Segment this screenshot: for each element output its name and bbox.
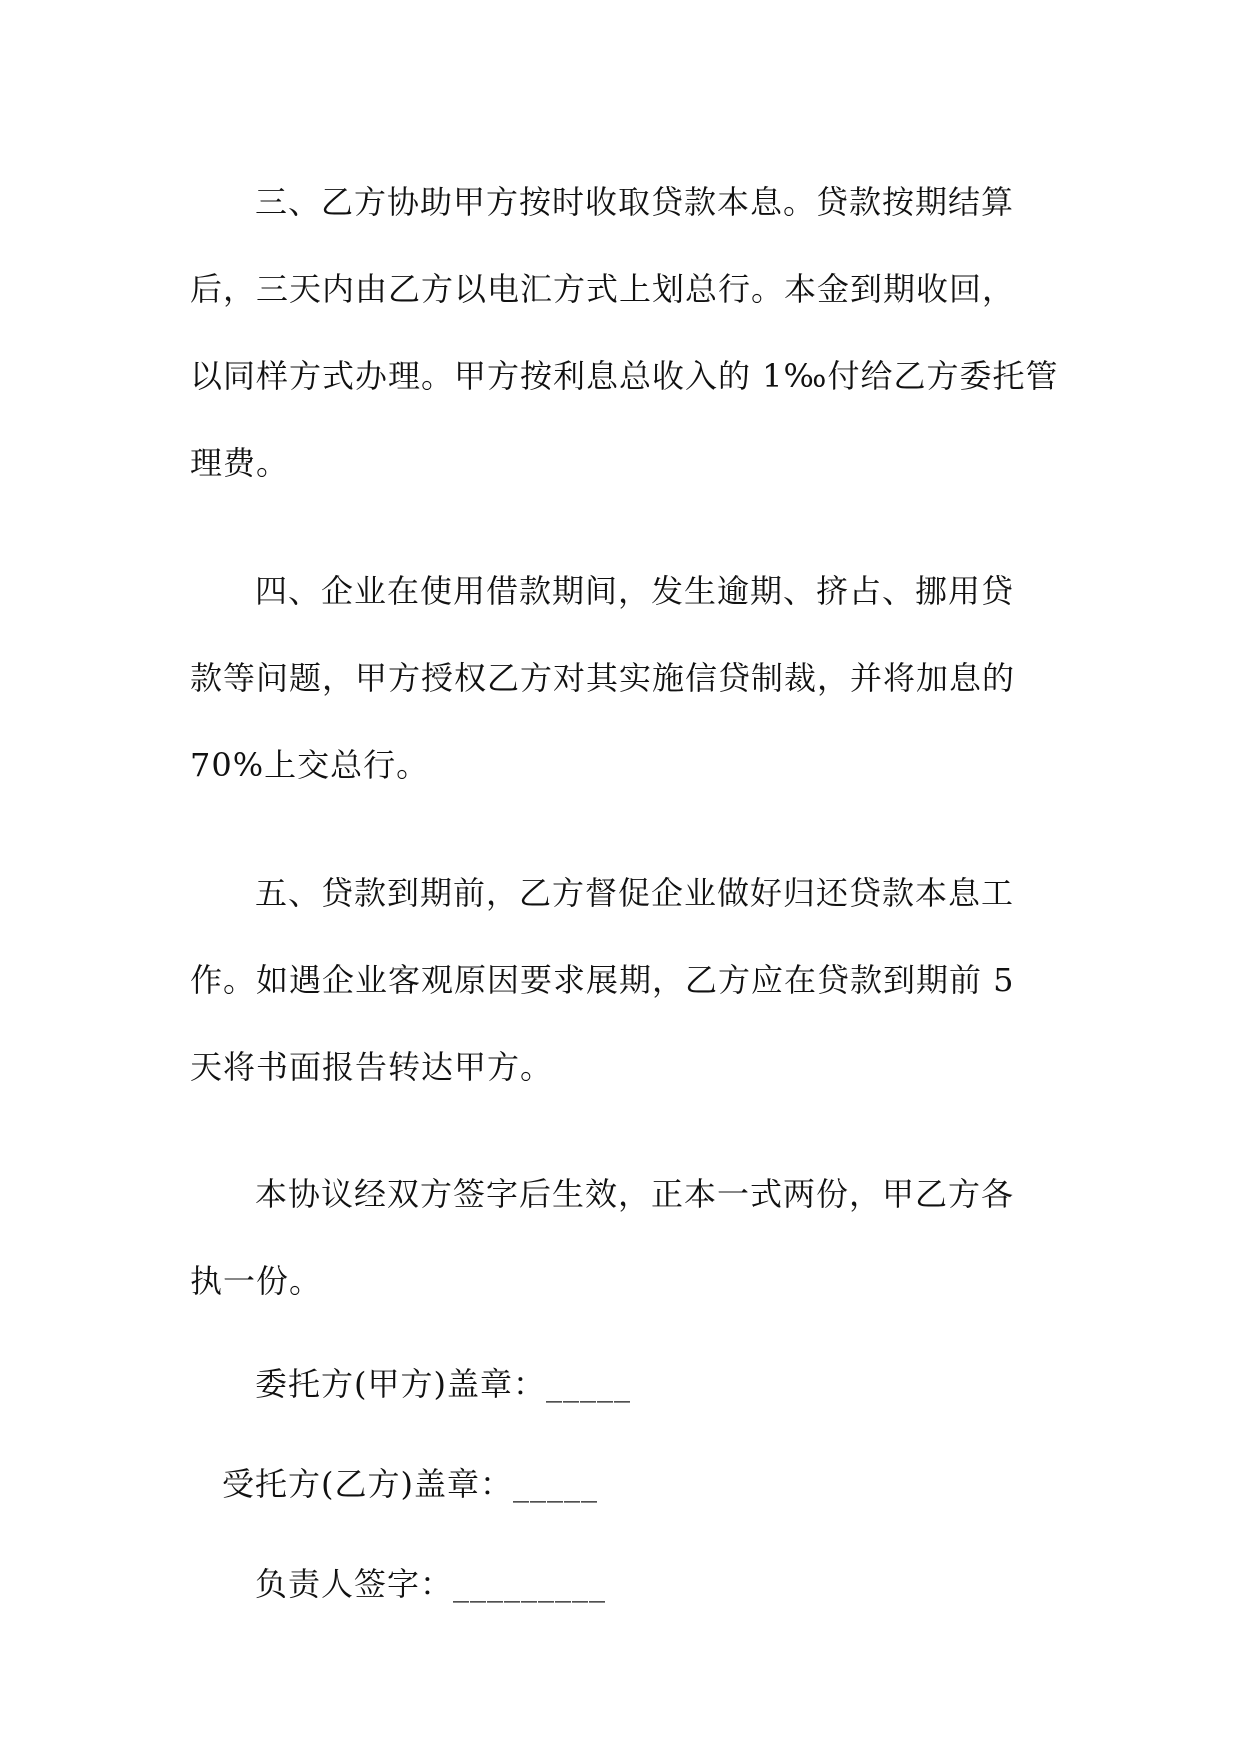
principal-seal-line: 委托方(甲方)盖章：_____	[255, 1365, 631, 1403]
paragraph-4-line-1: 四、企业在使用借款期间，发生逾期、挤占、挪用贷	[255, 572, 1015, 610]
closing-paragraph-line-2: 执一份。	[190, 1262, 323, 1300]
paragraph-3-line-2: 后，三天内由乙方以电汇方式上划总行。本金到期收回，	[190, 270, 1016, 308]
paragraph-4-line-3: 70%上交总行。	[190, 746, 430, 784]
paragraph-5-line-3: 天将书面报告转达甲方。	[190, 1048, 554, 1086]
paragraph-3-line-1: 三、乙方协助甲方按时收取贷款本息。贷款按期结算	[255, 183, 1015, 221]
paragraph-3-line-4: 理费。	[190, 444, 290, 482]
paragraph-5-line-1: 五、贷款到期前，乙方督促企业做好归还贷款本息工	[255, 874, 1015, 912]
responsible-signature-line: 负责人签字：_________	[255, 1565, 607, 1603]
paragraph-5-line-2: 作。如遇企业客观原因要求展期，乙方应在贷款到期前 5	[190, 961, 1015, 999]
closing-paragraph-line-1: 本协议经双方签字后生效，正本一式两份，甲乙方各	[255, 1175, 1015, 1213]
paragraph-4-line-2: 款等问题，甲方授权乙方对其实施信贷制裁，并将加息的	[190, 659, 1016, 697]
paragraph-3-line-3: 以同样方式办理。甲方按利息总收入的 1‰付给乙方委托管	[190, 357, 1059, 395]
agent-seal-line: 受托方(乙方)盖章：_____	[222, 1465, 598, 1503]
